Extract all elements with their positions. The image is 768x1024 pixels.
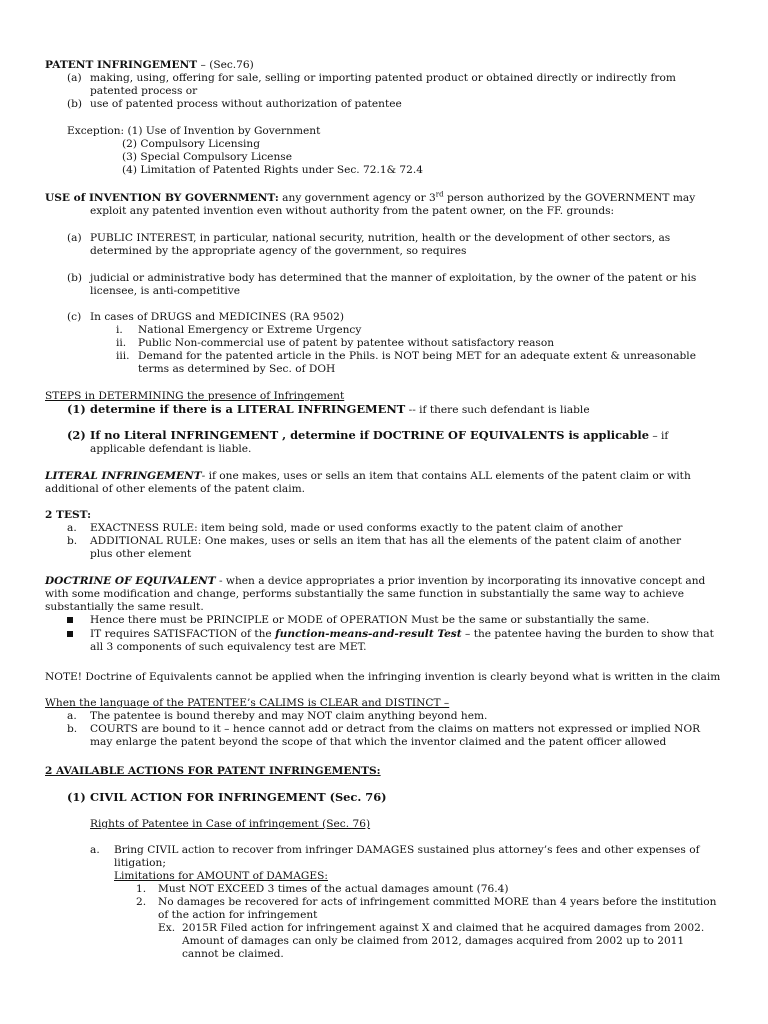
sub-item-label: iii.: [116, 350, 130, 362]
sub-item-label: ii.: [116, 337, 127, 349]
item-label: (a): [67, 72, 82, 84]
item-label: 2.: [136, 896, 147, 908]
government-use-paragraph: [45, 192, 720, 218]
government-intro-sup: rd: [435, 190, 444, 199]
exception-label: Exception:: [67, 125, 125, 137]
exception-item: (1) Use of Invention by Government: [127, 125, 321, 137]
item-text: No damages be recovered for acts of infringement committed MORE than 4 years before the institution of the action for infringement: [158, 896, 717, 921]
infringement-item-a: [67, 72, 720, 98]
item-label: a.: [67, 522, 77, 534]
item-text: use of patented process without authorization of patentee: [90, 98, 402, 110]
claims-item-a: [67, 710, 720, 723]
bullet-post: – the patentee having the burden to show that all 3 components of such equivalency test are MET.: [90, 628, 714, 653]
literal-term: LITERAL INFRINGEMENT: [45, 470, 202, 482]
government-intro-b: person authorized by the GOVERNMENT may exploit any patented invention even without authority from the patent owner, on the FF. grounds:: [90, 192, 696, 217]
item-text: COURTS are bound to it – hence cannot add or detract from the claims on matters not expressed or implied NOR may enlarge the patent beyond the scope of that which the inventor claimed and the patent officer allowed: [90, 723, 701, 748]
rights-heading: [90, 818, 768, 831]
item-label: (c): [67, 311, 82, 323]
tests-heading: [45, 509, 768, 522]
sub-item-label: i.: [116, 324, 123, 336]
drug-sub-item-iii: [116, 350, 708, 376]
exception-item: (4) Limitation of Patented Rights under Sec. 72.1& 72.4: [122, 164, 424, 176]
limits-heading: [114, 870, 768, 883]
step-label: (1): [67, 402, 86, 416]
test-item-b: [67, 535, 696, 561]
item-text: Bring CIVIL action to recover from infringer DAMAGES sustained plus attorney’s fees and other expenses of litigation;: [114, 844, 700, 869]
item-label: b.: [67, 723, 78, 735]
doctrine-paragraph: [45, 575, 720, 614]
doctrine-bullet-1: [67, 614, 720, 627]
rights-item-a: [90, 844, 728, 870]
step-2: [67, 429, 720, 456]
item-label: a.: [90, 844, 100, 856]
item-text: Must NOT EXCEED 3 times of the actual damages amount (76.4): [158, 883, 509, 895]
civil-title: CIVIL ACTION FOR INFRINGEMENT (Sec. 76): [90, 790, 387, 804]
government-item-c: [67, 311, 720, 324]
bullet-text: Hence there must be PRINCIPLE or MODE of OPERATION Must be the same or substantially the same.: [90, 614, 650, 626]
item-text: The patentee is bound thereby and may NOT claim anything beyond hem.: [90, 710, 488, 722]
sub-item-text: Public Non-commercial use of patent by patentee without satisfactory reason: [138, 337, 555, 349]
government-intro-a: any government agency or 3: [278, 192, 436, 204]
item-label: a.: [67, 710, 77, 722]
infringement-section: (Sec.76): [209, 59, 254, 71]
actions-title: 2 AVAILABLE ACTIONS FOR PATENT INFRINGEMENTS:: [45, 765, 381, 777]
infringement-item-b: [67, 98, 720, 111]
sub-item-text: National Emergency or Extreme Urgency: [138, 324, 362, 336]
step-bold: determine if there is a LITERAL INFRINGEMENT: [90, 402, 406, 416]
infringement-dash: –: [197, 59, 210, 71]
test-item-a: [67, 522, 720, 535]
limits-title: Limitations for AMOUNT of DAMAGES:: [114, 870, 328, 882]
example-line-1: [158, 922, 720, 935]
limit-item-1: [136, 883, 720, 896]
bullet-square-icon: [67, 617, 73, 623]
item-label: (b): [67, 272, 83, 284]
exception-item: (2) Compulsory Licensing: [122, 138, 261, 150]
literal-paragraph: [45, 470, 720, 496]
item-text: making, using, offering for sale, selling or importing patented product or obtained directly or indirectly from patented process or: [90, 72, 676, 97]
civil-label: (1): [67, 790, 86, 804]
step-rest: – if applicable defendant is liable.: [90, 430, 669, 455]
actions-heading: [45, 765, 768, 778]
exception-line: [67, 125, 768, 138]
drug-sub-item-ii: [116, 337, 708, 350]
doctrine-note: NOTE! Doctrine of Equivalents cannot be applied when the infringing invention is clearly beyond what is written in the claim: [45, 671, 721, 683]
item-text: ADDITIONAL RULE: One makes, uses or sells an item that has all the elements of the patent claim of another plus other element: [90, 535, 682, 560]
infringement-heading: [45, 59, 768, 72]
tests-title: 2 TEST:: [45, 509, 92, 521]
doctrine-definition: - when a device appropriates a prior invention by incorporating its innovative concept and with some modification and change, performs substantially the same function in substantially the same way to achieve substantially the same result.: [45, 575, 706, 613]
claims-item-b: [67, 723, 720, 749]
doctrine-term: DOCTRINE OF EQUIVALENT: [45, 575, 216, 587]
drug-sub-item-i: [116, 324, 708, 337]
bullet-square-icon: [67, 631, 73, 637]
item-label: b.: [67, 535, 78, 547]
claims-title: When the language of the PATENTEE’s CALIMS is CLEAR and DISTINCT –: [45, 697, 450, 709]
example-label: Ex.: [158, 922, 176, 934]
sub-item-text: Demand for the patented article in the Phils. is NOT being MET for an adequate extent & unreasonable terms as determined by Sec. of DOH: [138, 350, 696, 375]
government-item-b: [67, 272, 720, 298]
rights-title: Rights of Patentee in Case of infringement (Sec. 76): [90, 818, 371, 830]
claims-heading: [45, 697, 768, 710]
example-line-2: Amount of damages can only be claimed from 2012, damages acquired from 2002 up to 2011 cannot be claimed.: [182, 935, 685, 960]
step-1: [67, 403, 720, 417]
step-rest: -- if there such defendant is liable: [405, 404, 590, 416]
doctrine-bullet-2: [67, 628, 720, 654]
bullet-bold: function-means-and-result Test: [275, 628, 462, 640]
item-label: 1.: [136, 883, 147, 895]
step-label: (2): [67, 428, 86, 442]
limit-item-2: [136, 896, 720, 922]
civil-action-heading: [67, 791, 720, 804]
item-text: In cases of DRUGS and MEDICINES (RA 9502): [90, 311, 344, 323]
government-use-title: USE of INVENTION BY GOVERNMENT:: [45, 192, 279, 204]
item-text: judicial or administrative body has determined that the manner of exploitation, by the owner of the patent or his licensee, is anti-competitive: [90, 272, 697, 297]
literal-definition: - if one makes, uses or sells an item that contains ALL elements of the patent claim or with additional of other elements of the patent claim.: [45, 470, 691, 495]
item-label: (a): [67, 232, 82, 244]
item-label: (b): [67, 98, 83, 110]
government-item-a: [67, 232, 720, 258]
item-text: EXACTNESS RULE: item being sold, made or used conforms exactly to the patent claim of another: [90, 522, 623, 534]
bullet-pre: IT requires SATISFACTION of the: [90, 628, 276, 640]
example-text: 2015R Filed action for infringement against X and claimed that he acquired damages from 2002.: [182, 922, 705, 934]
item-text: PUBLIC INTEREST, in particular, national security, nutrition, health or the development of other sectors, as determined by the appropriate agency of the government, so requires: [90, 232, 671, 257]
exception-item: (3) Special Compulsory License: [122, 151, 292, 163]
steps-title: STEPS in DETERMINING the presence of Infringement: [45, 390, 345, 402]
infringement-title: PATENT INFRINGEMENT: [45, 59, 198, 71]
step-bold: If no Literal INFRINGEMENT , determine if DOCTRINE OF EQUIVALENTS is applicable: [90, 428, 649, 442]
